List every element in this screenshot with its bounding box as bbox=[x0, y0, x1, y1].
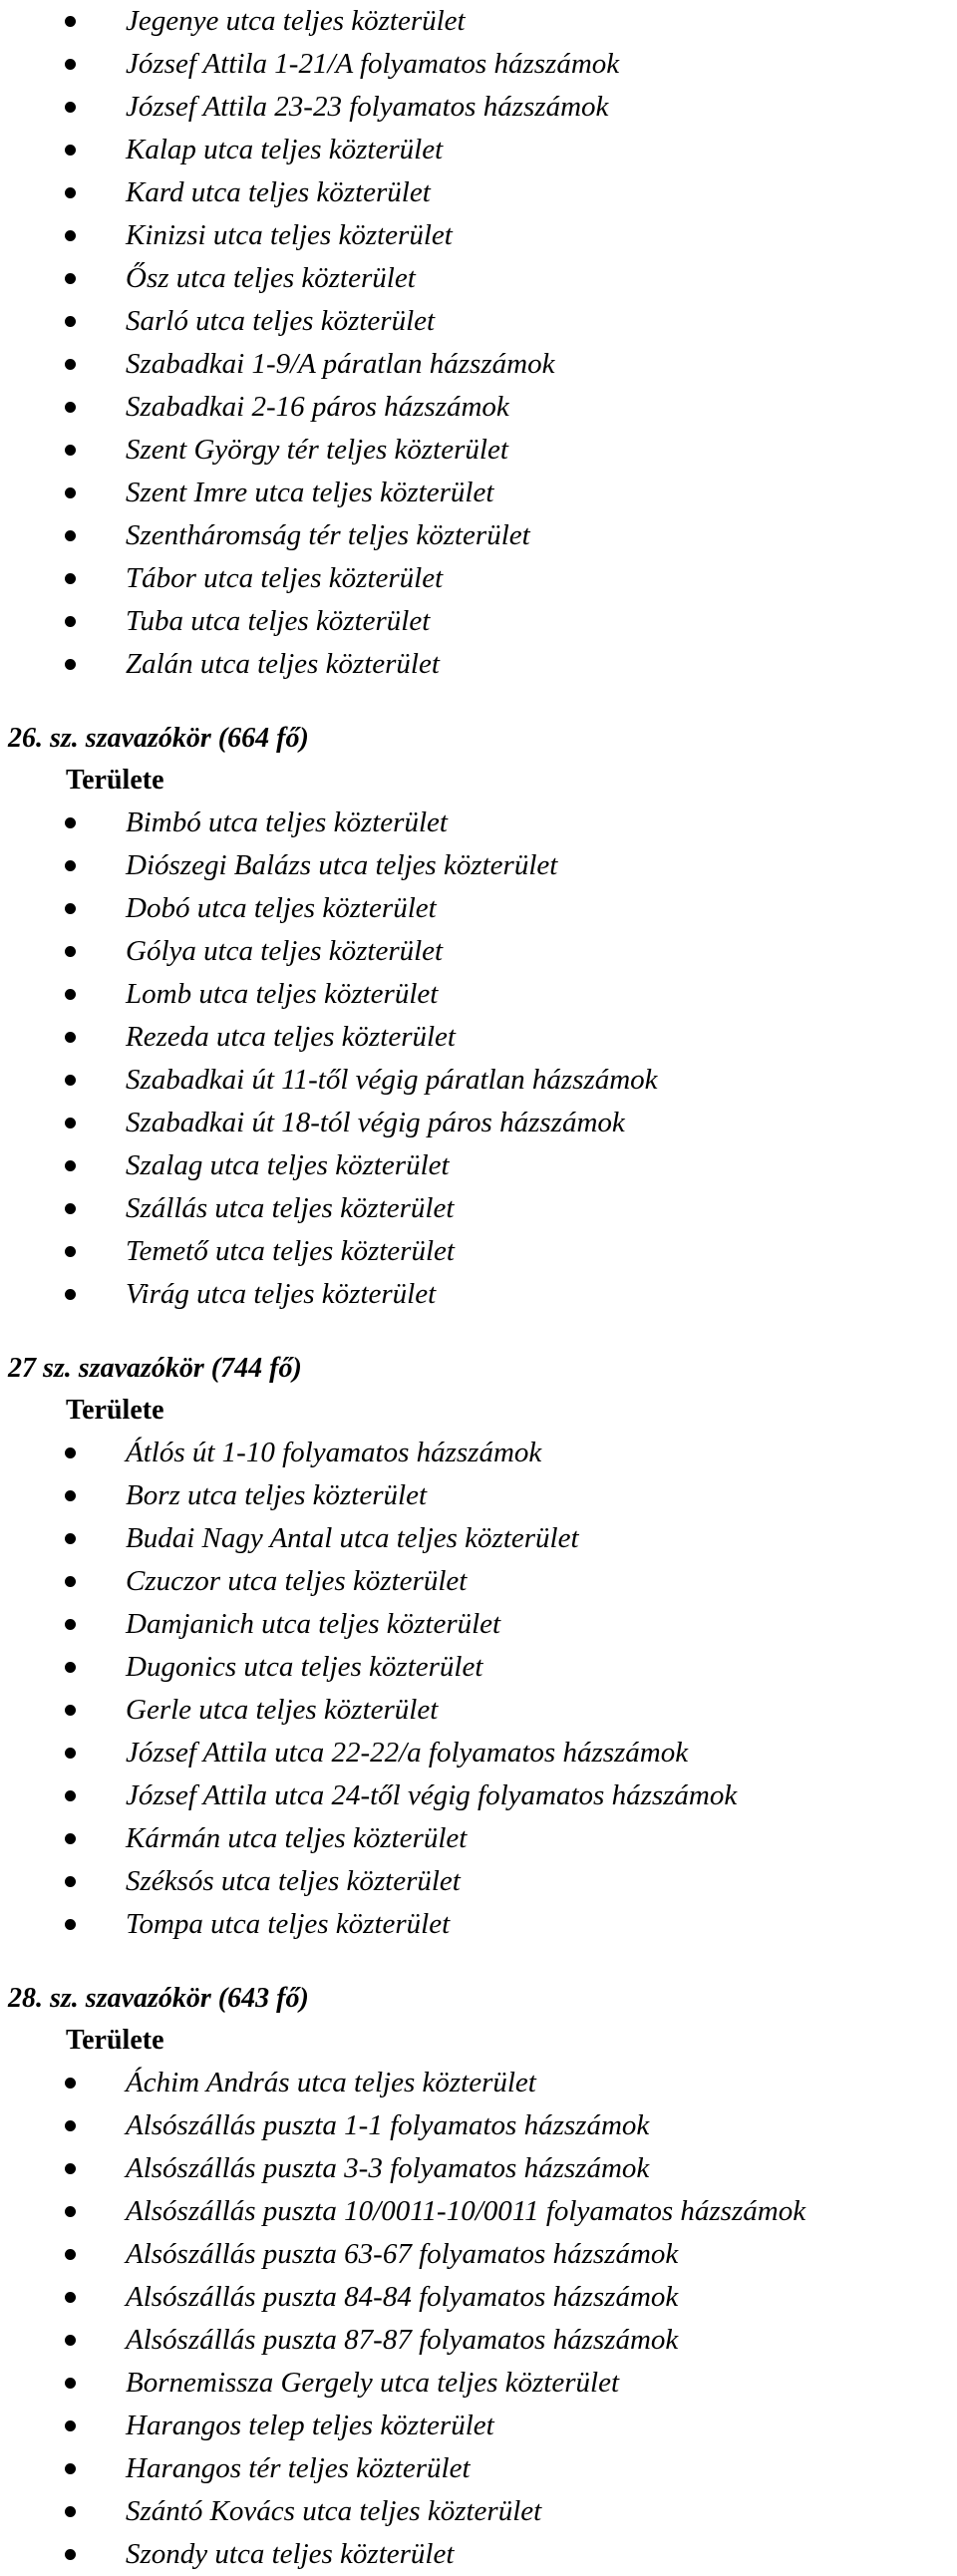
bullet-icon bbox=[65, 1833, 76, 1844]
street-text: Damjanich utca teljes közterület bbox=[126, 1608, 501, 1640]
street-text: Áchim András utca teljes közterület bbox=[126, 2067, 536, 2098]
list-item bbox=[0, 2104, 957, 2147]
street-text: József Attila utca 24-től végig folyamatos házszámok bbox=[126, 1779, 738, 1811]
list-item bbox=[0, 1603, 957, 1646]
street-text: Bimbó utca teljes közterület bbox=[126, 806, 448, 838]
bullet-icon bbox=[65, 2078, 76, 2089]
street-text: Gólya utca teljes közterület bbox=[126, 935, 444, 967]
street-text: Szondy utca teljes közterület bbox=[126, 2538, 455, 2570]
street-text: Szent Imre utca teljes közterület bbox=[126, 477, 494, 508]
list-item bbox=[0, 1144, 957, 1187]
bullet-icon bbox=[65, 1075, 76, 1086]
bullet-icon bbox=[65, 187, 76, 198]
list-item bbox=[0, 1187, 957, 1230]
list-item bbox=[0, 1903, 957, 1946]
street-text: Szabadkai út 11-től végig páratlan házszámok bbox=[126, 1064, 658, 1096]
street-text: Kard utca teljes közterület bbox=[126, 176, 431, 208]
list-item bbox=[0, 2319, 957, 2362]
list-item bbox=[0, 1560, 957, 1603]
street-text: Széksós utca teljes közterület bbox=[126, 1865, 461, 1897]
street-text: Alsószállás puszta 84-84 folyamatos házszámok bbox=[126, 2281, 679, 2313]
street-text: Szántó Kovács utca teljes közterület bbox=[126, 2495, 542, 2527]
street-text: Tompa utca teljes közterület bbox=[126, 1908, 451, 1940]
street-text: Tábor utca teljes közterület bbox=[126, 562, 444, 594]
bullet-icon bbox=[65, 530, 76, 541]
bullet-icon bbox=[65, 16, 76, 27]
list-item bbox=[0, 214, 957, 257]
street-text: Átlós út 1-10 folyamatos házszámok bbox=[126, 1437, 542, 1468]
street-list bbox=[0, 1432, 957, 1946]
bullet-icon bbox=[65, 1748, 76, 1759]
list-item bbox=[0, 1230, 957, 1273]
street-text: Szabadkai 1-9/A páratlan házszámok bbox=[126, 348, 555, 380]
street-text: Szabadkai út 18-tól végig páros házszámok bbox=[126, 1107, 625, 1138]
list-item bbox=[0, 171, 957, 214]
list-item bbox=[0, 1860, 957, 1903]
area-subheading: Területe bbox=[66, 2025, 164, 2056]
street-text: Kinizsi utca teljes közterület bbox=[126, 219, 453, 251]
list-item bbox=[0, 43, 957, 86]
bullet-icon bbox=[65, 487, 76, 498]
bullet-icon bbox=[65, 1160, 76, 1171]
street-text: Kalap utca teljes közterület bbox=[126, 134, 444, 165]
street-text: Szent György tér teljes közterület bbox=[126, 434, 508, 466]
polling-district-section bbox=[0, 1316, 957, 1946]
list-item bbox=[0, 1273, 957, 1316]
bullet-icon bbox=[65, 2292, 76, 2303]
list-item bbox=[0, 643, 957, 686]
bullet-icon bbox=[65, 230, 76, 241]
list-item bbox=[0, 2405, 957, 2447]
street-text: József Attila 23-23 folyamatos házszámok bbox=[126, 91, 609, 123]
list-item bbox=[0, 844, 957, 887]
street-text: Alsószállás puszta 1-1 folyamatos házszámok bbox=[126, 2109, 650, 2141]
list-item bbox=[0, 129, 957, 171]
bullet-icon bbox=[65, 2420, 76, 2431]
street-text: Harangos telep teljes közterület bbox=[126, 2410, 494, 2441]
bullet-icon bbox=[65, 1919, 76, 1930]
list-item bbox=[0, 0, 957, 43]
bullet-icon bbox=[65, 1246, 76, 1257]
section-spacer bbox=[0, 1946, 957, 1978]
list-item bbox=[0, 1646, 957, 1689]
street-text: Harangos tér teljes közterület bbox=[126, 2452, 471, 2484]
bullet-icon bbox=[65, 402, 76, 413]
area-subheading: Területe bbox=[66, 765, 164, 796]
bullet-icon bbox=[65, 616, 76, 627]
street-text: Szentháromság tér teljes közterület bbox=[126, 519, 530, 551]
street-text: Dugonics utca teljes közterület bbox=[126, 1651, 483, 1683]
list-item bbox=[0, 930, 957, 973]
bullet-icon bbox=[65, 1289, 76, 1300]
bullet-icon bbox=[65, 2120, 76, 2131]
bullet-icon bbox=[65, 2163, 76, 2174]
bullet-icon bbox=[65, 1790, 76, 1801]
bullet-icon bbox=[65, 102, 76, 113]
list-item bbox=[0, 2062, 957, 2104]
street-text: Alsószállás puszta 87-87 folyamatos házszámok bbox=[126, 2324, 679, 2356]
bullet-icon bbox=[65, 1032, 76, 1043]
list-item bbox=[0, 973, 957, 1016]
street-text: Budai Nagy Antal utca teljes közterület bbox=[126, 1522, 579, 1554]
street-text: Alsószállás puszta 10/0011-10/0011 folyamatos házszámok bbox=[126, 2195, 806, 2227]
bullet-icon bbox=[65, 445, 76, 456]
list-item bbox=[0, 2233, 957, 2276]
list-item bbox=[0, 600, 957, 643]
street-text: Lomb utca teljes közterület bbox=[126, 978, 439, 1010]
list-item bbox=[0, 2147, 957, 2190]
street-text: Sarló utca teljes közterület bbox=[126, 305, 436, 337]
street-list bbox=[0, 802, 957, 1316]
bullet-icon bbox=[65, 817, 76, 828]
bullet-icon bbox=[65, 903, 76, 914]
street-list bbox=[0, 2062, 957, 2576]
bullet-icon bbox=[65, 316, 76, 327]
bullet-icon bbox=[65, 1619, 76, 1630]
list-item bbox=[0, 1016, 957, 1059]
list-item bbox=[0, 2362, 957, 2405]
list-item bbox=[0, 1817, 957, 1860]
bullet-icon bbox=[65, 989, 76, 1000]
district-heading: 27 sz. szavazókör (744 fő) bbox=[8, 1353, 302, 1384]
list-item bbox=[0, 386, 957, 429]
list-item bbox=[0, 514, 957, 557]
list-item bbox=[0, 429, 957, 472]
bullet-icon bbox=[65, 2463, 76, 2474]
bullet-icon bbox=[65, 145, 76, 156]
bullet-icon bbox=[65, 1576, 76, 1587]
list-item bbox=[0, 557, 957, 600]
bullet-icon bbox=[65, 59, 76, 70]
list-item bbox=[0, 257, 957, 300]
list-item bbox=[0, 1774, 957, 1817]
street-text: Borz utca teljes közterület bbox=[126, 1479, 428, 1511]
bullet-icon bbox=[65, 1490, 76, 1501]
bullet-icon bbox=[65, 1448, 76, 1458]
section-spacer bbox=[0, 686, 957, 718]
bullet-icon bbox=[65, 659, 76, 670]
section-spacer bbox=[0, 1316, 957, 1348]
bullet-icon bbox=[65, 1118, 76, 1128]
street-text: Dobó utca teljes közterület bbox=[126, 892, 437, 924]
list-item bbox=[0, 1732, 957, 1774]
list-item bbox=[0, 86, 957, 129]
street-text: József Attila 1-21/A folyamatos házszámok bbox=[126, 48, 620, 80]
street-text: Ősz utca teljes közterület bbox=[126, 262, 416, 294]
street-text: Jegenye utca teljes közterület bbox=[126, 5, 466, 37]
list-item bbox=[0, 472, 957, 514]
bullet-icon bbox=[65, 1533, 76, 1544]
street-text: József Attila utca 22-22/a folyamatos házszámok bbox=[126, 1737, 689, 1769]
bullet-icon bbox=[65, 860, 76, 871]
street-text: Bornemissza Gergely utca teljes közterület bbox=[126, 2367, 620, 2399]
street-text: Alsószállás puszta 3-3 folyamatos házszámok bbox=[126, 2152, 650, 2184]
street-text: Szalag utca teljes közterület bbox=[126, 1149, 450, 1181]
list-item bbox=[0, 1059, 957, 1102]
bullet-icon bbox=[65, 2549, 76, 2560]
street-text: Alsószállás puszta 63-67 folyamatos házszámok bbox=[126, 2238, 679, 2270]
list-item bbox=[0, 2490, 957, 2533]
list-item bbox=[0, 2447, 957, 2490]
bullet-icon bbox=[65, 2378, 76, 2389]
bullet-icon bbox=[65, 2206, 76, 2217]
list-item bbox=[0, 1689, 957, 1732]
list-item bbox=[0, 1474, 957, 1517]
bullet-icon bbox=[65, 1662, 76, 1673]
bullet-icon bbox=[65, 2249, 76, 2260]
street-text: Virág utca teljes közterület bbox=[126, 1278, 437, 1310]
list-item bbox=[0, 887, 957, 930]
bullet-icon bbox=[65, 1876, 76, 1887]
street-text: Kármán utca teljes közterület bbox=[126, 1822, 468, 1854]
street-text: Rezeda utca teljes közterület bbox=[126, 1021, 456, 1053]
street-text: Zalán utca teljes közterület bbox=[126, 648, 440, 680]
street-text: Czuczor utca teljes közterület bbox=[126, 1565, 468, 1597]
street-text: Diószegi Balázs utca teljes közterület bbox=[126, 849, 558, 881]
street-text: Tuba utca teljes közterület bbox=[126, 605, 431, 637]
bullet-icon bbox=[65, 1203, 76, 1214]
list-item bbox=[0, 300, 957, 343]
street-text: Szabadkai 2-16 páros házszámok bbox=[126, 391, 509, 423]
list-item bbox=[0, 1102, 957, 1144]
district-heading: 26. sz. szavazókör (664 fő) bbox=[8, 723, 309, 754]
list-item bbox=[0, 1517, 957, 1560]
bullet-icon bbox=[65, 273, 76, 284]
bullet-icon bbox=[65, 2335, 76, 2346]
bullet-icon bbox=[65, 573, 76, 584]
district-heading: 28. sz. szavazókör (643 fő) bbox=[8, 1983, 309, 2014]
list-item bbox=[0, 802, 957, 844]
polling-district-section bbox=[0, 0, 957, 686]
bullet-icon bbox=[65, 1705, 76, 1716]
polling-district-section bbox=[0, 686, 957, 1316]
list-item bbox=[0, 343, 957, 386]
bullet-icon bbox=[65, 946, 76, 957]
list-item bbox=[0, 2190, 957, 2233]
bullet-icon bbox=[65, 2506, 76, 2517]
street-list bbox=[0, 0, 957, 686]
list-item bbox=[0, 1432, 957, 1474]
list-item bbox=[0, 2276, 957, 2319]
area-subheading: Területe bbox=[66, 1395, 164, 1426]
bullet-icon bbox=[65, 359, 76, 370]
polling-district-section bbox=[0, 1946, 957, 2576]
street-text: Temető utca teljes közterület bbox=[126, 1235, 455, 1267]
street-text: Szállás utca teljes közterület bbox=[126, 1192, 455, 1224]
street-text: Gerle utca teljes közterület bbox=[126, 1694, 439, 1726]
